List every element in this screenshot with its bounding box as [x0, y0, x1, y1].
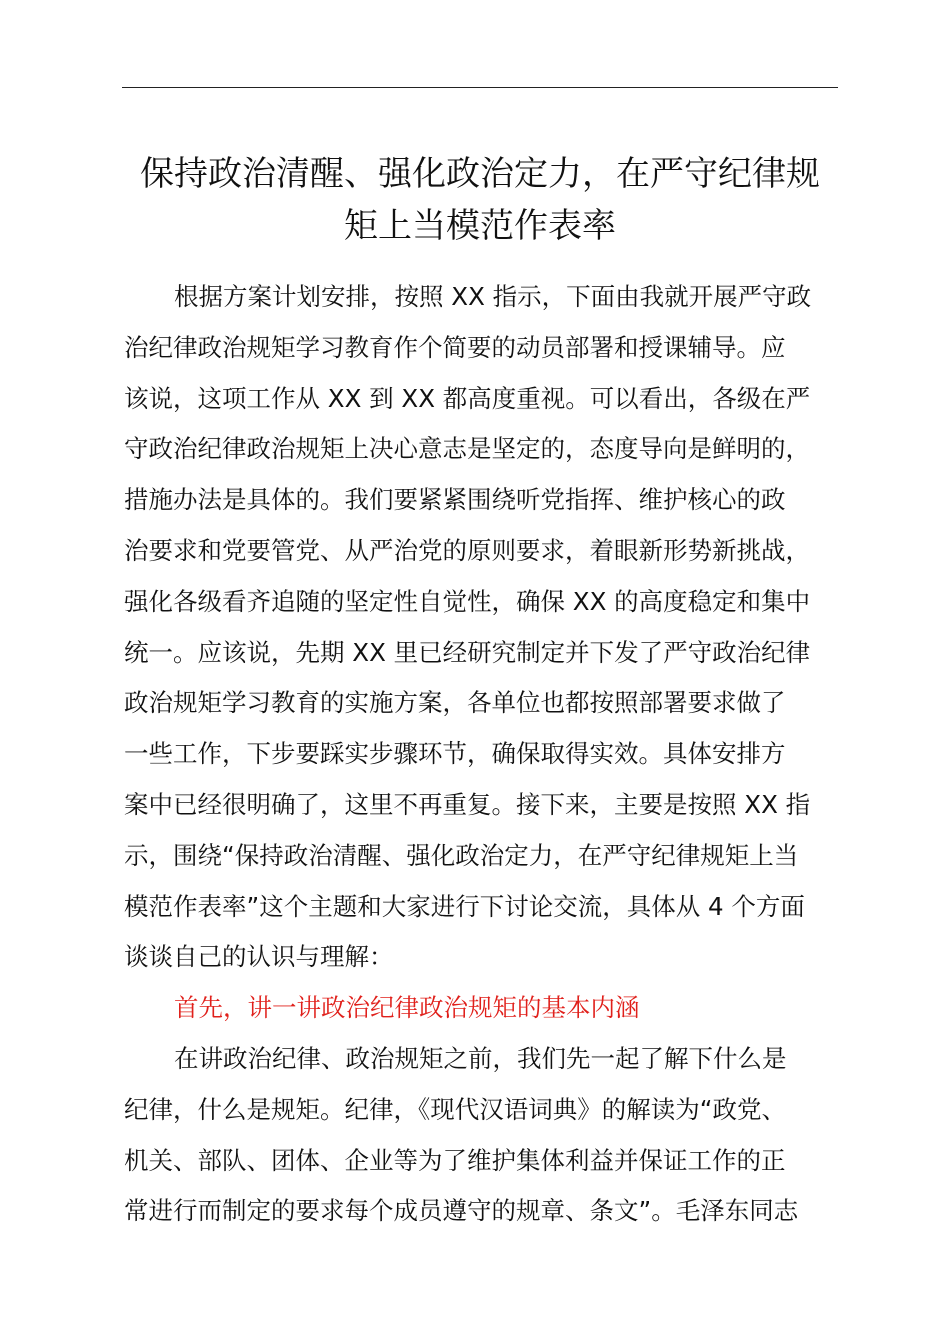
- document-body: [124, 272, 844, 1237]
- body-line: 谈谈自己的认识与理解：: [124, 942, 394, 972]
- body-line: 一些工作，下步要踩实步骤环节，确保取得实效。具体安排方: [124, 739, 786, 769]
- header-rule: [122, 87, 838, 88]
- body-line: 统一。应该说，先期 XX 里已经研究制定并下发了严守政治纪律: [124, 637, 811, 667]
- section-line: 常进行而制定的要求每个成员遵守的规章、条文”。毛泽东同志: [124, 1196, 799, 1226]
- body-line: 模范作表率”这个主题和大家进行下讨论交流，具体从 4 个方面: [124, 891, 805, 921]
- body-line: 守政治纪律政治规矩上决心意志是坚定的，态度导向是鲜明的，: [124, 434, 810, 464]
- body-line: 治要求和党要管党、从严治党的原则要求，着眼新形势新挑战，: [124, 535, 810, 565]
- body-line: 案中已经很明确了，这里不再重复。接下来，主要是按照 XX 指: [124, 789, 811, 819]
- title-line-1: 保持政治清醒、强化政治定力，在严守纪律规: [140, 154, 820, 194]
- document-title: [110, 148, 850, 252]
- section-line: 在讲政治纪律、政治规矩之前，我们先一起了解下什么是: [174, 1043, 787, 1073]
- body-line: 该说，这项工作从 XX 到 XX 都高度重视。可以看出，各级在严: [124, 383, 811, 413]
- body-line: 强化各级看齐追随的坚定性自觉性，确保 XX 的高度稳定和集中: [124, 586, 811, 616]
- body-line: 示，围绕“保持政治清醒、强化政治定力，在严守纪律规矩上当: [124, 840, 799, 870]
- section-line: 机关、部队、团体、企业等为了维护集体利益并保证工作的正: [124, 1145, 786, 1175]
- section-line: 纪律，什么是规矩。纪律，《现代汉语词典》的解读为“政党、: [124, 1094, 786, 1124]
- body-line: 政治规矩学习教育的实施方案，各单位也都按照部署要求做了: [124, 688, 786, 718]
- title-line-2: 矩上当模范作表率: [344, 206, 616, 246]
- body-line: 根据方案计划安排，按照 XX 指示，下面由我就开展严守政: [174, 282, 812, 311]
- section-heading: 首先，讲一讲政治纪律政治规矩的基本内涵: [174, 993, 640, 1023]
- body-line: 措施办法是具体的。我们要紧紧围绕听党指挥、维护核心的政: [124, 485, 786, 515]
- body-line: 治纪律政治规矩学习教育作个简要的动员部署和授课辅导。应: [124, 332, 786, 362]
